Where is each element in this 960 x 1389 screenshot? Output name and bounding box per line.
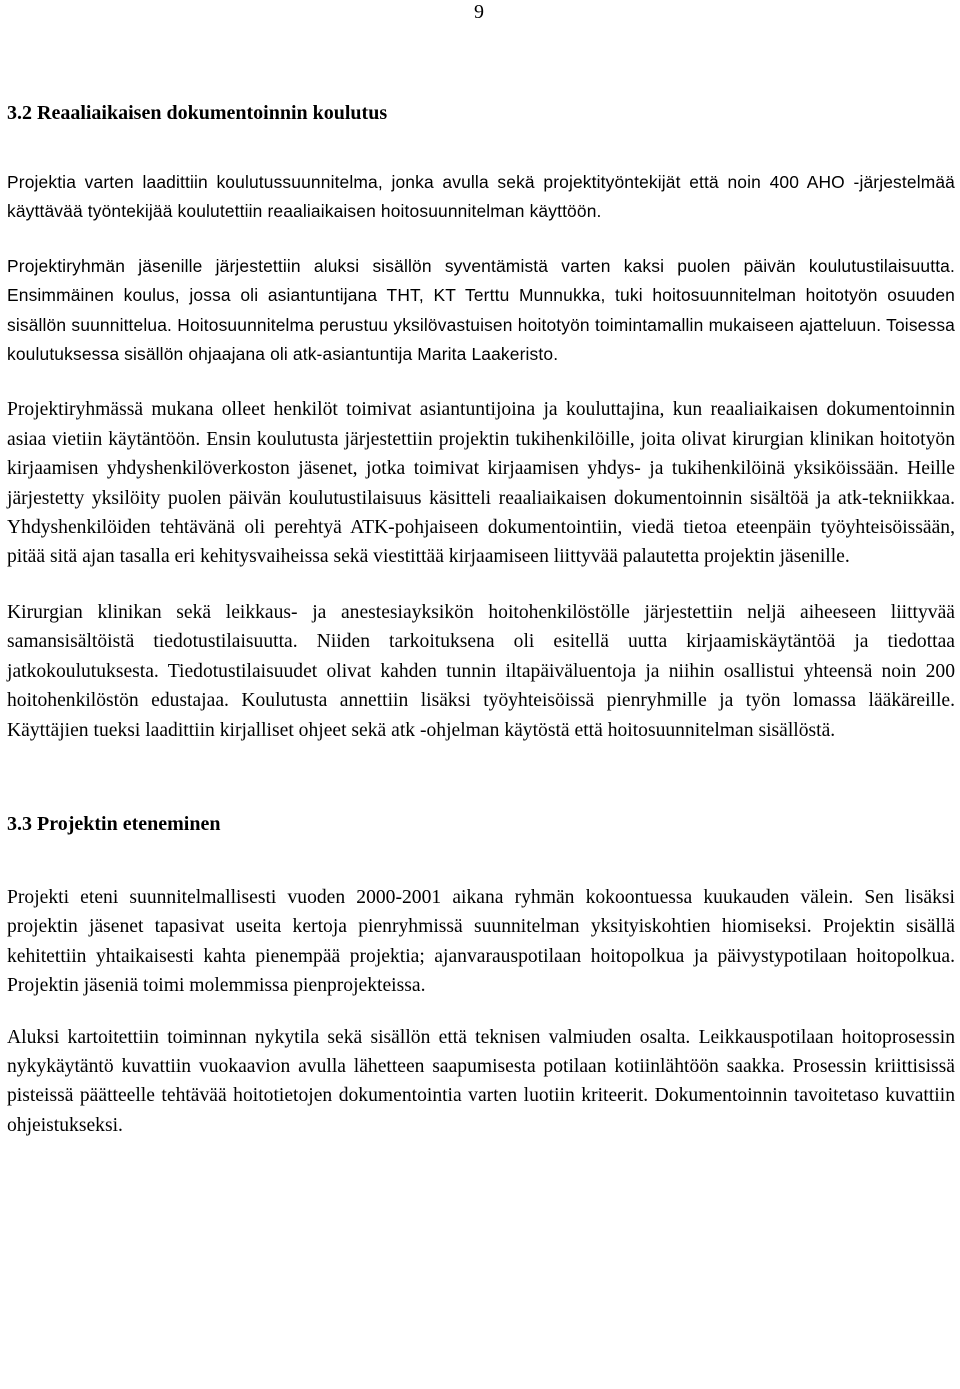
- paragraph: Aluksi kartoitettiin toiminnan nykytila sekä sisällön että teknisen valmiuden osalta. Leikkauspotilaan hoitoprosessin nykykäytäntö kuvattiin vuokaavion avulla lähetteen saapumisesta potilaan kotiinlähtöön saakka. Prosessin kriittisissä pisteissä päätteelle tehtävää hoitotietojen dokumentointia varten luotiin kriteerit. Dokumentoinnin tavoitetaso kuvattiin ohjeistukseksi.: [7, 1026, 955, 1136]
- paragraph: Projektiryhmässä mukana olleet henkilöt toimivat asiantuntijoina ja kouluttajina, kun reaaliaikaisen dokumentoinnin asiaa vietiin käytäntöön. Ensin koulutusta järjestettiin projektin tukihenkilöille, joita olivat kirurgian klinikan hoitotyön kirjaamisen yhdyshenkilöverkoston jäsenet, jotka toimivat kirjaamisen yhdys- ja tukihenkilöinä yksiköissään. Heille järjestetty yksilöity puolen päivän koulutustilaisuus käsitteli reaaliaikaisen dokumentoinnin sisältöä ja atk-tekniikkaa. Yhdyshenkilöiden tehtävänä oli perehtyä ATK-pohjaiseen dokumentointiin, viedä tietoa eteenpäin työyhteisöissään, pitää sitä ajan tasalla eri kehitysvaiheissa sekä viestittää kirjaamiseen liittyvää palautetta projektin jäsenille.: [7, 399, 955, 568]
- section-heading: 3.3 Projektin eteneminen: [7, 812, 221, 835]
- section-heading: 3.2 Reaaliaikaisen dokumentoinnin koulutus: [7, 102, 388, 124]
- paragraph: Kirurgian klinikan sekä leikkaus- ja anestesiayksikön hoitohenkilöstölle järjestettiin neljä aiheeseen liittyvää samansisältöistä tiedotustilaisuutta. Niiden tarkoituksena oli esitellä uutta kirjaamiskäytäntöä ja tiedottaa jatkokoulutuksesta. Tiedotustilaisuudet olivat kahden tunnin iltapäiväluentoja ja niihin osallistui yhteensä noin 200 hoitohenkilöstön edustajaa. Koulutusta annettiin lisäksi työyhteisöissä pienryhmille ja työn lomassa lääkäreille. Käyttäjien tueksi laadittiin kirjalliset ohjeet sekä atk -ohjelman käytöstä että hoitosuunnitelman sisällöstä.: [7, 601, 955, 741]
- paragraph: Projekti eteni suunnitelmallisesti vuoden 2000-2001 aikana ryhmän kokoontuessa kuukauden välein. Sen lisäksi projektin jäsenet tapasivat useita kertoja pienryhmissä suunnitelman yksityiskohtien hiomiseksi. Projektin sisällä kehitettiin yhtaikaisesti kahta pienempää projektia; ajanvarauspotilaan hoitopolkua ja päivystypotilaan hoitopolkua. Projektin jäseniä toimi molemmissa pienprojekteissa.: [7, 886, 955, 997]
- paragraph: Projektiryhmän jäsenille järjestettiin aluksi sisällön syventämistä varten kaksi puolen päivän koulutustilaisuutta. Ensimmäinen koulus, jossa oli asiantuntijana THT, KT Terttu Munnukka, tuki hoitosuunnitelman hoitotyön osuuden sisällön suunnittelua. Hoitosuunnitelma perustuu yksilövastuisen hoitotyön toimintamallin mukaiseen ajatteluun. Toisessa koulutuksessa sisällön ohjaajana oli atk-asiantuntija Marita Laakeristo.: [7, 255, 955, 365]
- document-body: [7, 100, 955, 1140]
- paragraph: Projektia varten laadittiin koulutussuunnitelma, jonka avulla sekä projektityöntekijät että noin 400 AHO -järjestelmää käyttävää työntekijää koulutettiin reaaliaikaisen hoitosuunnitelman käyttöön.: [7, 172, 955, 222]
- page-number: 9: [474, 1, 484, 23]
